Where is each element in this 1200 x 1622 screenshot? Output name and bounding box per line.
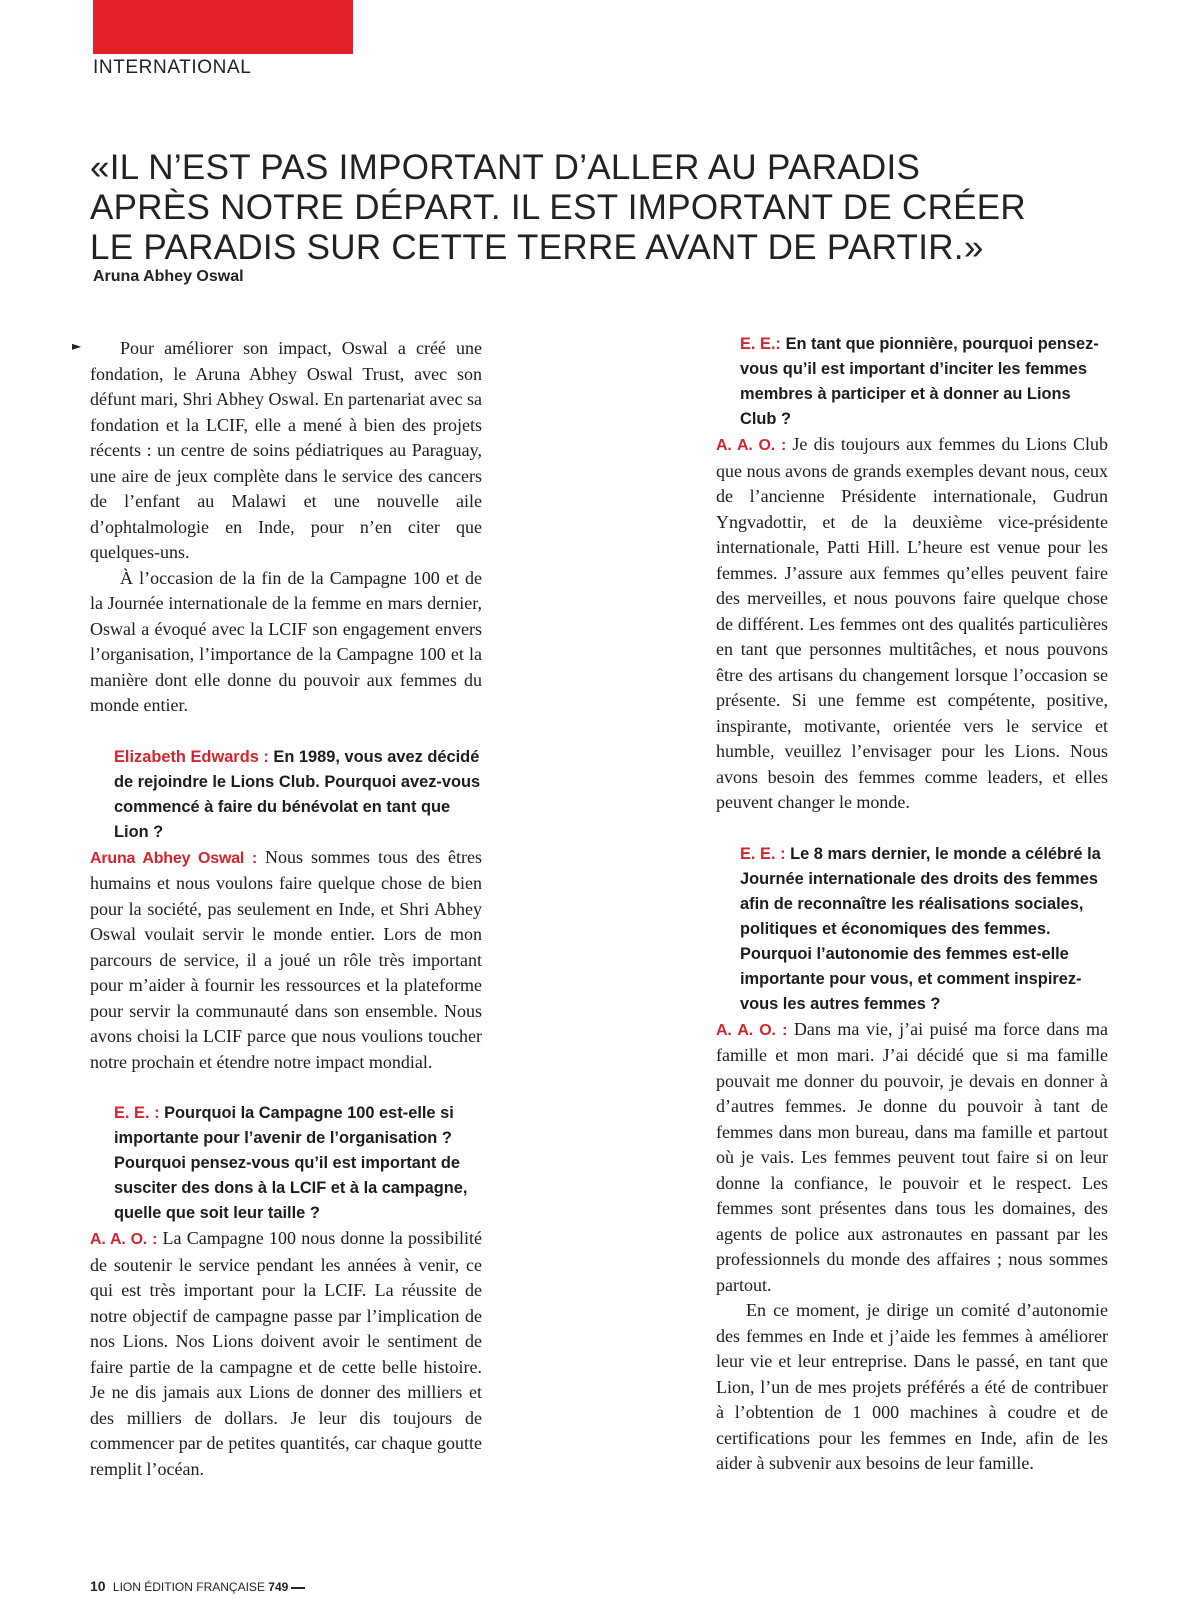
footer-rule (291, 1587, 305, 1589)
interview-question (90, 1101, 482, 1226)
intro-paragraph: Pour améliorer son impact, Oswal a créé une fondation, le Aruna Abhey Oswal Trust, avec son défunt mari, Shri Abhey Oswal. En partenariat avec sa fondation et la LCIF, elle a mené à bien des projets récents : un centre de soins pédiatriques au Paraguay, une aire de jeux complète dans le service des cancers de l’enfant au Malawi et une nouvelle aile d’ophtalmologie en Inde, pour n’en citer que quelques-uns. (90, 338, 482, 562)
interview-answer (90, 845, 482, 1076)
section-label: INTERNATIONAL (93, 57, 252, 78)
body-paragraph: En ce moment, je dirige un comité d’autonomie des femmes en Inde et j’aide les femmes à améliorer leur vie et leur entreprise. Dans le passé, en tant que Lion, l’un de mes projets préférés a été de contribuer à l’obtention de 1 000 machines à coudre et de certifications pour les femmes en Inde, afin de les aider à subvenir aux besoins de leur famille. (716, 1300, 1108, 1473)
answer-text: Nous sommes tous des êtres humains et nous voulons faire quelque chose de bien pour la société, pas seulement en Inde, et Shri Abhey Oswal voulait servir le monde entier. Lors de mon parcours de service, il a joué un rôle très important pour m’aider à fournir les ressources et la plateforme pour servir la communauté dans son ensemble. Nous avons choisi la LCIF parce que nous voulions toucher notre prochain et étendre notre impact mondial. (90, 846, 483, 1072)
question-speaker: Elizabeth Edwards : (114, 747, 269, 766)
triangle-right-icon: ► (72, 339, 82, 353)
question-text: Le 8 mars dernier, le monde a célébré la Journée internationale des droits des femmes afin de reconnaître les réalisations sociales, politiques et économiques des femmes. Pourquoi l’autonomie des femmes est-elle importante pour vous, et comment inspirez-vous les autres femmes ? (740, 844, 1101, 1013)
interview-answer (716, 432, 1108, 816)
interview-question (716, 332, 1108, 432)
pull-quote-headline (90, 148, 1090, 268)
right-column (716, 336, 1108, 1477)
answer-text: Dans ma vie, j’ai puisé ma force dans ma famille et mon mari. J’ai décidé que si ma famille pouvait me donner du pouvoir, je devais en donner à d’autres femmes. Je donne du pouvoir à tant de femmes dans mon bureau, dans ma famille et partout où je vais. Les femmes peuvent tout faire si on leur donne la confiance, le pouvoir et le respect. Les femmes sont présentes dans tous les domaines, des agents de police aux astronautes en passant par les professionnels du monde des affaires ; nous sommes partout. (716, 1018, 1108, 1295)
page-footer (90, 1578, 305, 1594)
interview-question (716, 842, 1108, 1017)
issue-number: 749 (268, 1580, 289, 1594)
answer-speaker: A. A. O. : (90, 1231, 158, 1248)
answer-speaker: A. A. O. : (716, 437, 787, 454)
question-speaker: E. E.: (740, 335, 781, 353)
headline-line: APRÈS NOTRE DÉPART. IL EST IMPORTANT DE CRÉER (90, 188, 1027, 227)
interview-answer (716, 1017, 1108, 1299)
interview-answer (90, 1226, 482, 1482)
question-text: En 1989, vous avez décidé de rejoindre le Lions Club. Pourquoi avez-vous commencé à faire du bénévolat en tant que Lion ? (114, 747, 481, 841)
interview-question (90, 745, 482, 845)
publication-name: LION ÉDITION FRANÇAISE (112, 1580, 265, 1594)
answer-text: Je dis toujours aux femmes du Lions Club que nous avons de grands exemples devant nous, ceux de l’ancienne Présidente internationale, Gudrun Yngvadottir, et de la deuxième vice-présidente internationale, Patti Hill. L’heure est venue pour les femmes. J’assure aux femmes qu’elles peuvent faire des merveilles, et nous pouvons faire quelque chose de différent. Les femmes ont des qualités particulières en tant que personnes multitâches, et nous pouvons être des artisans du changement lorsque l’occasion se présente. Si une femme est compétente, positive, inspirante, motivante, orientée vers le service et humble, veuillez l’envisager pour les Lions. Nous avons besoin des femmes comme leaders, et elles peuvent changer le monde. (716, 434, 1108, 812)
headline-line: «IL N’EST PAS IMPORTANT D’ALLER AU PARADIS (90, 148, 921, 187)
page-number: 10 (90, 1578, 106, 1594)
answer-text: La Campagne 100 nous donne la possibilité de soutenir le service pendant les années à venir, ce qui est très important pour la LCIF. La réussite de notre objectif de campagne passe par l’implication de nos Lions. Nos Lions doivent avoir le sentiment de faire partie de la campagne et de cette belle histoire. Je ne dis jamais aux Lions de donner des milliers et des milliers de dollars. Je leur dis toujours de commencer par de petites quantités, car chaque goutte remplit l’océan. (90, 1228, 483, 1479)
answer-speaker: Aruna Abhey Oswal : (90, 849, 258, 867)
question-text: Pourquoi la Campagne 100 est-elle si importante pour l’avenir de l’organisation ? Pourquoi pensez-vous qu’il est important de susciter des dons à la LCIF et à la campagne, quelle que soit leur taille ? (114, 1104, 468, 1222)
quote-attribution: Aruna Abhey Oswal (93, 268, 244, 285)
intro-paragraph: À l’occasion de la fin de la Campagne 100 et de la Journée internationale de la femme en mars dernier, Oswal a évoqué avec la LCIF son engagement envers l’organisation, l’importance de la Campagne 100 et la manière dont elle donne du pouvoir aux femmes du monde entier. (90, 567, 482, 715)
left-column (90, 336, 482, 1482)
section-color-bar (93, 0, 353, 54)
answer-speaker: A. A. O. : (716, 1021, 788, 1039)
question-text: En tant que pionnière, pourquoi pensez-vous qu’il est important d’inciter les femmes membres à participer et à donner au Lions Club ? (740, 335, 1099, 428)
headline-line: LE PARADIS SUR CETTE TERRE AVANT DE PARTIR.» (90, 228, 984, 267)
question-speaker: E. E. : (114, 1104, 160, 1122)
question-speaker: E. E. : (740, 844, 786, 863)
